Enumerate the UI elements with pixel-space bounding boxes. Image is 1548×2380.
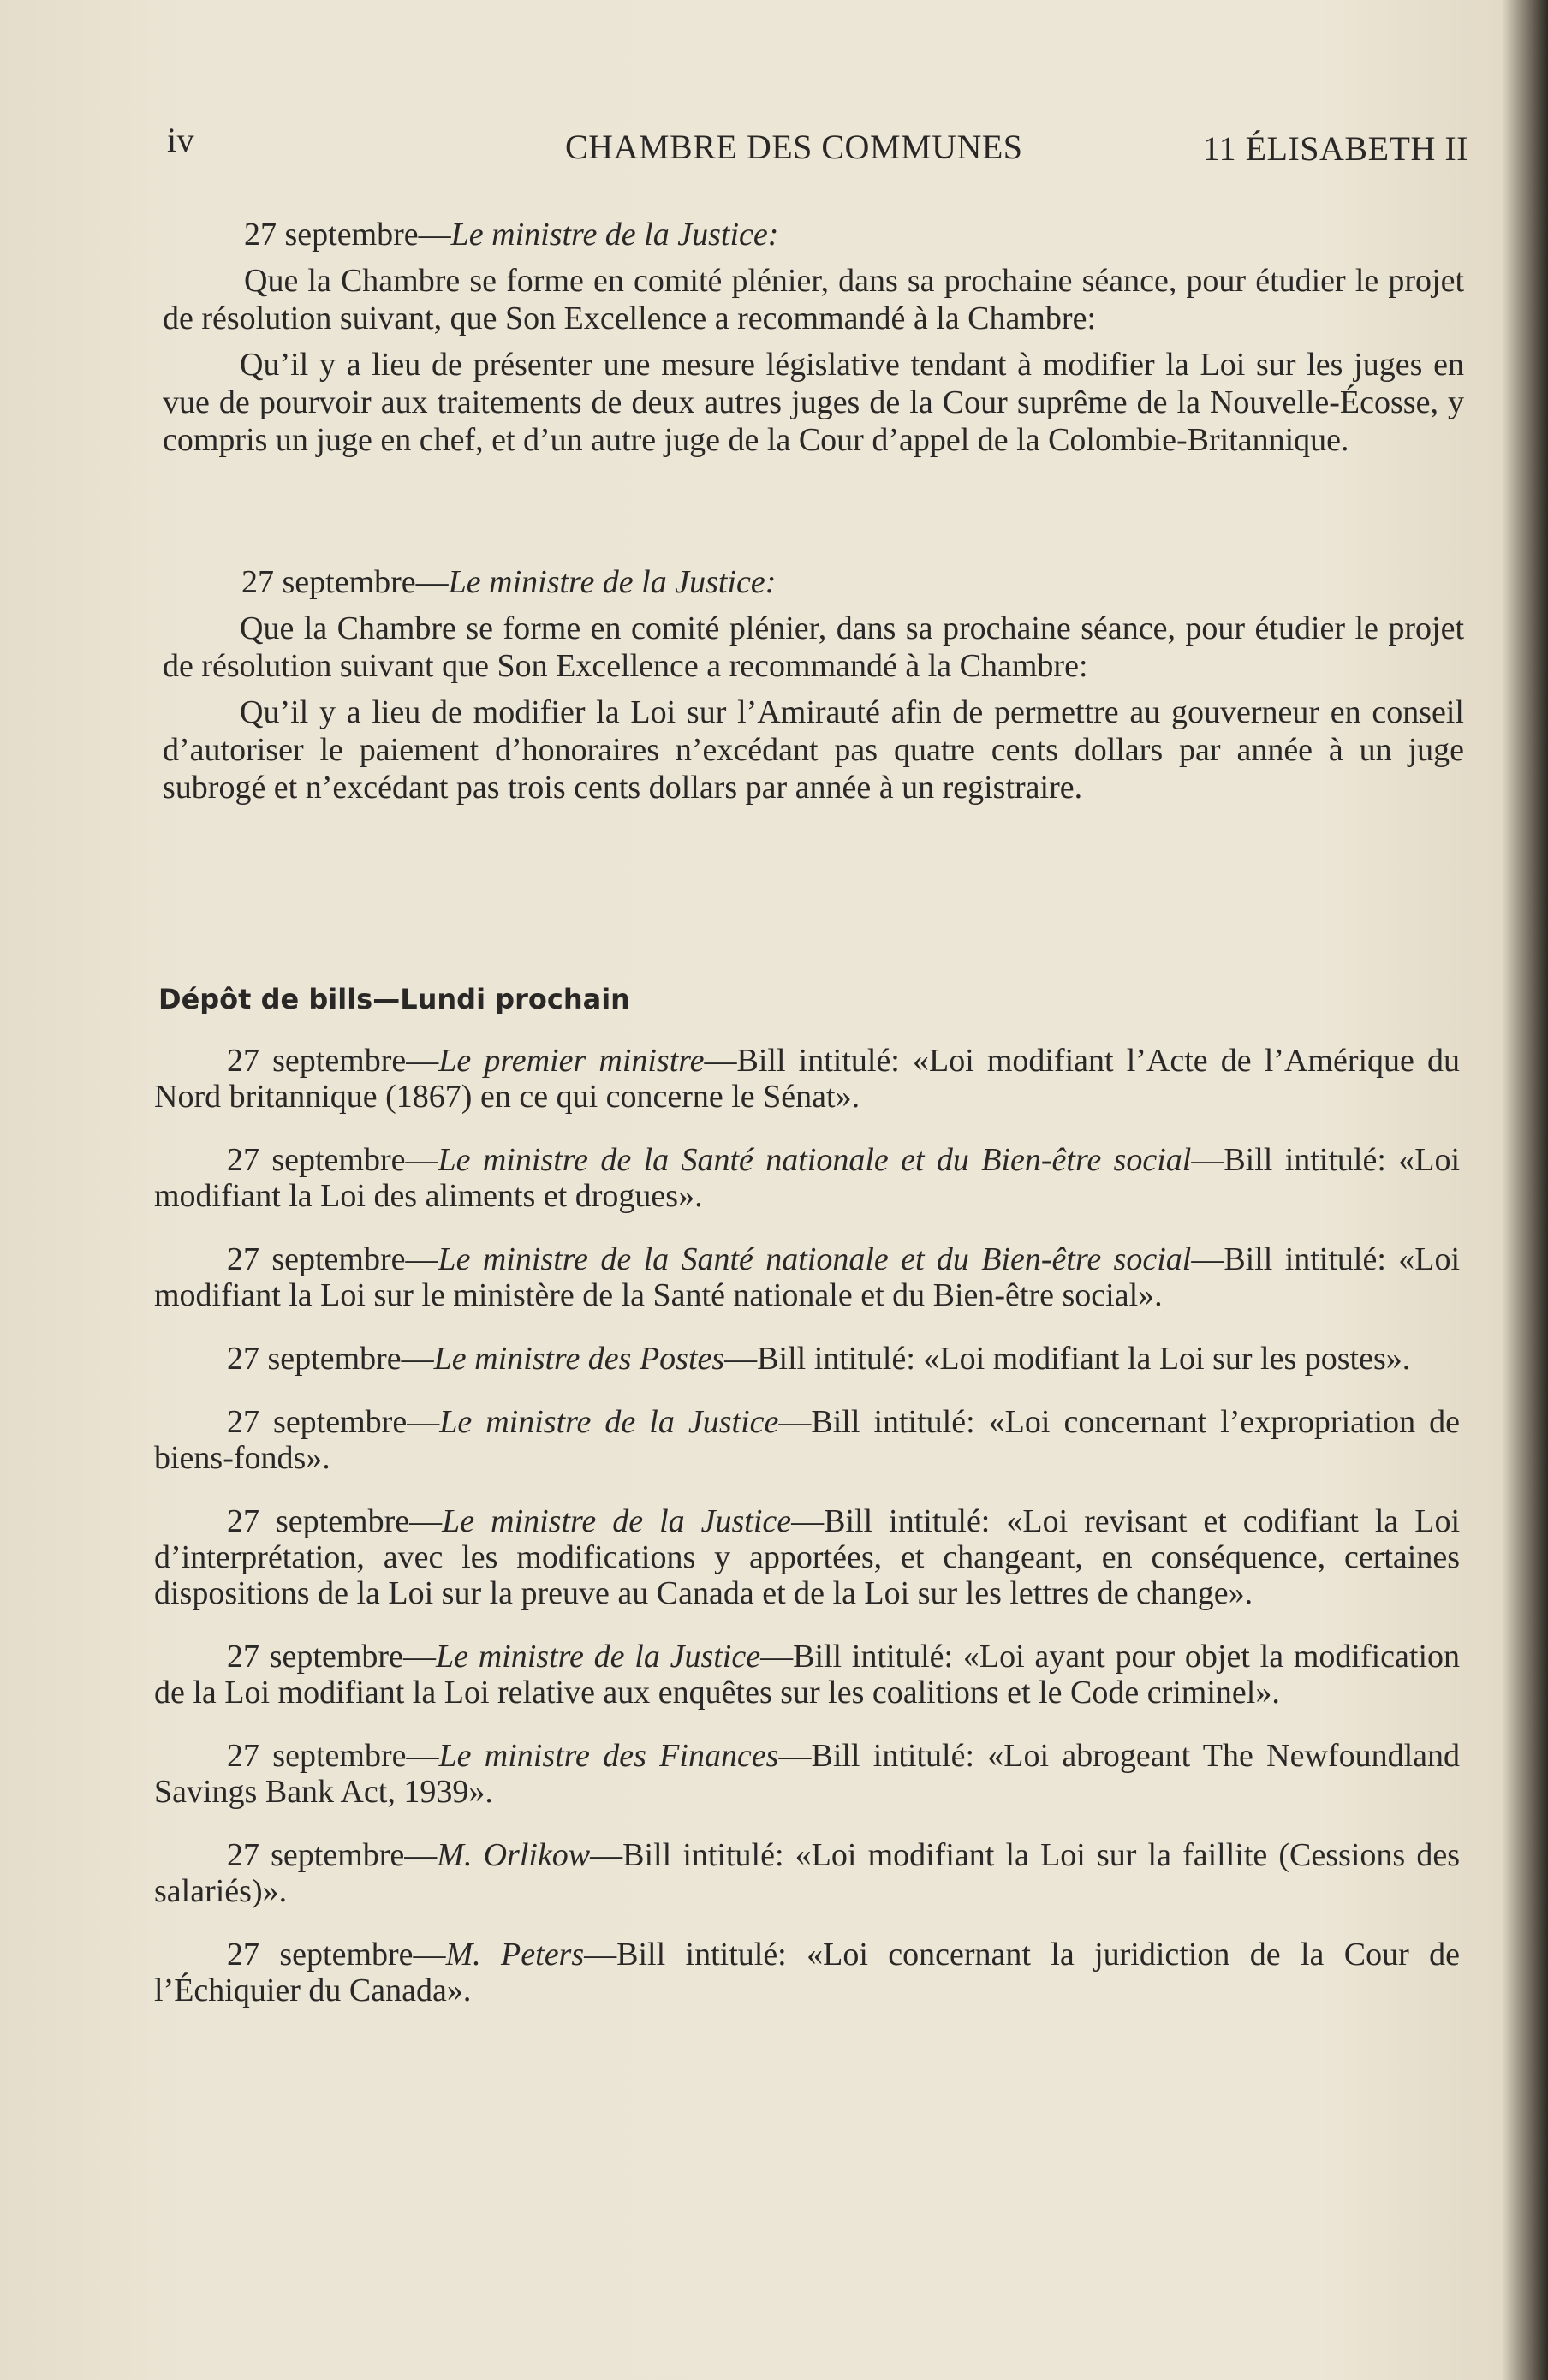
bill-sponsor: M. Peters	[445, 1937, 585, 1972]
resolution-text: Qu’il y a lieu de présenter une mesure législative tendant à modifier la Loi sur les juges en vue de pourvoir aux traitements de deux autres juges de la Cour suprême de la Nouvelle-Écosse, y compris un juge en chef, et d’un autre juge de la Cour d’appel de la Colombie-Britannique.	[163, 347, 1464, 458]
bill-date: 27 septembre	[227, 1043, 407, 1079]
section-title: Dépôt de bills—Lundi prochain	[158, 983, 630, 1015]
bill-entry: 27 septembre—Le ministre de la Justice—Bill intitulé: «Loi concernant l’expropriation de biens-fonds».	[154, 1404, 1461, 1476]
bill-entry: 27 septembre—Le ministre de la Justice—Bill intitulé: «Loi revisant et codifiant la Loi d’interprétation, avec les modifications y apportées, et changeant, en conséquence, certaines dispositions de la Loi sur la preuve au Canada et de la Loi sur les lettres de change».	[154, 1503, 1461, 1611]
bill-sponsor: Le ministre de la Justice	[439, 1404, 779, 1440]
bill-text: —Bill intitulé: «Loi modifiant la Loi sur les postes».	[724, 1341, 1411, 1377]
resolution-sponsor: Le ministre de la Justice:	[448, 564, 777, 600]
bills-list	[154, 1043, 1460, 2036]
bill-sponsor: Le ministre des Finances	[438, 1738, 779, 1774]
bill-entry: 27 septembre—M. Orlikow—Bill intitulé: «Loi modifiant la Loi sur la faillite (Cessions des salariés)».	[154, 1837, 1460, 1909]
bill-text: —Bill intitulé: «Loi revisant et codifiant la Loi d’interprétation, avec les modifications y apportées, et changeant, en conséquence, certaines dispositions de la Loi sur la preuve au Canada et de la Loi sur les lettres de change».	[154, 1503, 1461, 1611]
bill-date: 27 septembre	[227, 1837, 405, 1873]
resolution-date: 27 septembre	[241, 564, 416, 600]
bill-date: 27 septembre	[227, 1738, 407, 1774]
bill-entry: 27 septembre—Le ministre de la Santé nationale et du Bien-être social—Bill intitulé: «Loi modifiant la Loi des aliments et drogues».	[154, 1142, 1461, 1214]
bill-sponsor: Le ministre de la Justice	[435, 1639, 761, 1675]
resolution-intro: Que la Chambre se forme en comité plénier, dans sa prochaine séance, pour étudier le projet de résolution suivant que Son Excellence a recommandé à la Chambre:	[163, 610, 1464, 684]
resolution-2	[163, 563, 1464, 815]
regnal-year: 11 ÉLISABETH II	[1202, 129, 1468, 168]
bill-sponsor: Le ministre de la Justice	[442, 1503, 792, 1539]
bill-text: —Bill intitulé: «Loi ayant pour objet la modification de la Loi modifiant la Loi relative aux enquêtes sur les coalitions et le Code criminel».	[154, 1639, 1461, 1711]
bill-date: 27 septembre	[227, 1142, 406, 1178]
bill-entry: 27 septembre—Le ministre de la Justice—Bill intitulé: «Loi ayant pour objet la modification de la Loi modifiant la Loi relative aux enquêtes sur les coalitions et le Code criminel».	[154, 1639, 1461, 1711]
bill-date: 27 septembre	[227, 1341, 402, 1377]
bill-text: —Bill intitulé: «Loi concernant la juridiction de la Cour de l’Échiquier du Canada».	[154, 1937, 1461, 2008]
bill-sponsor: Le ministre de la Santé nationale et du Bien-être social	[438, 1142, 1192, 1178]
bill-entry: 27 septembre—Le ministre de la Santé nationale et du Bien-être social—Bill intitulé: «Loi modifiant la Loi sur le ministère de la Santé nationale et du Bien-être social».	[154, 1241, 1461, 1313]
bill-date: 27 septembre	[227, 1404, 408, 1440]
resolution-text: Qu’il y a lieu de modifier la Loi sur l’Amirauté afin de permettre au gouverneur en conseil d’autoriser le paiement d’honoraires n’excédant pas quatre cents dollars par année à un juge subrogé et n’excédant pas trois cents dollars par année à un registraire.	[163, 694, 1464, 806]
chamber-title: CHAMBRE DES COMMUNES	[565, 128, 1023, 166]
resolution-heading: 27 septembre—Le ministre de la Justice:	[244, 217, 779, 253]
bill-date: 27 septembre	[227, 1241, 406, 1277]
resolution-date: 27 septembre	[244, 217, 419, 253]
bill-entry: 27 septembre—Le ministre des Postes—Bill intitulé: «Loi modifiant la Loi sur les postes».	[227, 1341, 1411, 1377]
bill-date: 27 septembre	[227, 1503, 410, 1539]
resolution-1	[163, 216, 1464, 467]
bill-text: —Bill intitulé: «Loi modifiant la Loi des aliments et drogues».	[154, 1142, 1461, 1214]
bill-sponsor: Le ministre de la Santé nationale et du Bien-être social	[438, 1241, 1192, 1277]
bill-text: —Bill intitulé: «Loi concernant l’expropriation de biens-fonds».	[154, 1404, 1461, 1476]
bill-entry: 27 septembre—Le ministre des Finances—Bill intitulé: «Loi abrogeant The Newfoundland Savings Bank Act, 1939».	[154, 1738, 1461, 1810]
bill-text: —Bill intitulé: «Loi abrogeant The Newfoundland Savings Bank Act, 1939».	[154, 1738, 1461, 1810]
bill-text: —Bill intitulé: «Loi modifiant la Loi sur le ministère de la Santé nationale et du Bien-être social».	[154, 1241, 1461, 1313]
page-number: iv	[167, 121, 195, 159]
running-head	[167, 120, 1468, 171]
bill-date: 27 septembre	[227, 1937, 414, 1972]
bill-sponsor: Le premier ministre	[438, 1043, 705, 1079]
resolution-sponsor: Le ministre de la Justice:	[450, 217, 779, 253]
resolution-intro: Que la Chambre se forme en comité plénier, dans sa prochaine séance, pour étudier le projet de résolution suivant, que Son Excellence a recommandé à la Chambre:	[163, 263, 1464, 336]
bill-date: 27 septembre	[227, 1639, 403, 1675]
bill-entry: 27 septembre—Le premier ministre—Bill intitulé: «Loi modifiant l’Acte de l’Amérique du Nord britannique (1867) en ce qui concerne le Sénat».	[154, 1043, 1461, 1115]
bill-text: —Bill intitulé: «Loi modifiant l’Acte de l’Amérique du Nord britannique (1867) en ce qui concerne le Sénat».	[154, 1043, 1461, 1115]
bill-sponsor: M. Orlikow	[437, 1837, 591, 1873]
bill-text: —Bill intitulé: «Loi modifiant la Loi sur la faillite (Cessions des salariés)».	[154, 1837, 1460, 1909]
resolution-heading: 27 septembre—Le ministre de la Justice:	[241, 564, 777, 600]
bill-sponsor: Le ministre des Postes	[433, 1341, 725, 1377]
bill-entry: 27 septembre—M. Peters—Bill intitulé: «Loi concernant la juridiction de la Cour de l’Échiquier du Canada».	[154, 1937, 1461, 2008]
